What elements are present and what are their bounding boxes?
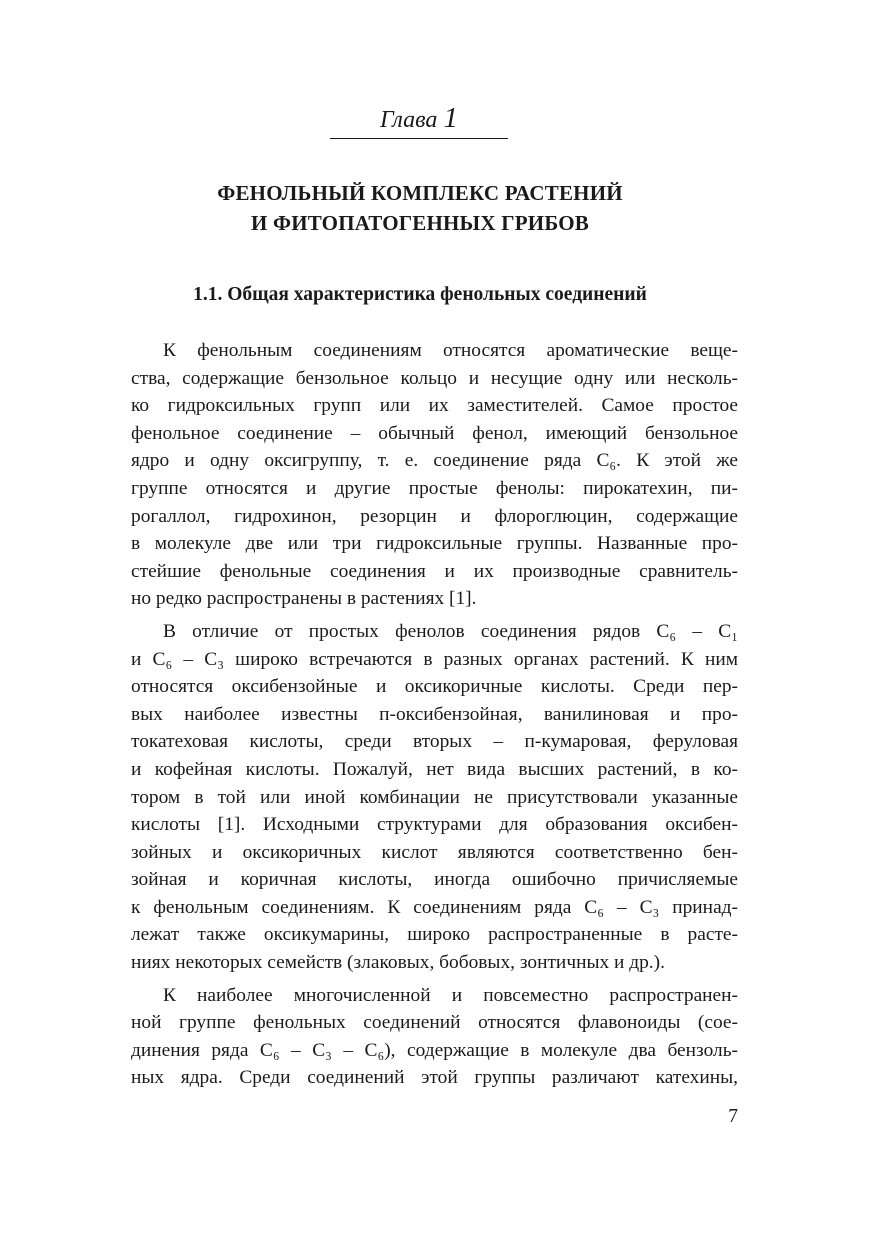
page-number: 7 bbox=[728, 1106, 738, 1127]
text-line: фенольное соединение – обычный фенол, имеющий бензольное bbox=[131, 422, 738, 444]
chapter-heading bbox=[330, 100, 508, 139]
text-line: ко гидроксильных групп или их заместителей. Самое простое bbox=[131, 395, 738, 417]
text-line: зойных и оксикоричных кислот являются соответственно бен- bbox=[131, 841, 738, 863]
text-line: тором в той или иной комбинации не присутствовали указанные bbox=[131, 786, 738, 808]
text-line: зойная и коричная кислоты, иногда ошибочно причисляемые bbox=[131, 869, 738, 891]
text-line: лежат также оксикумарины, широко распространенные в расте- bbox=[131, 924, 738, 946]
text-line: и кофейная кислоты. Пожалуй, нет вида высших растений, в ко- bbox=[131, 758, 738, 780]
text-line: ядро и одну оксигруппу, т. е. соединение ряда С₆. К этой же bbox=[131, 450, 738, 472]
chapter-title-line: ФЕНОЛЬНЫЙ КОМПЛЕКС РАСТЕНИЙ bbox=[217, 181, 623, 205]
text-line: группе относятся и другие простые фенолы: пирокатехин, пи- bbox=[131, 477, 738, 499]
text-line: стейшие фенольные соединения и их производные сравнитель- bbox=[131, 560, 738, 582]
text-line: к фенольным соединениям. К соединениям ряда С₆ – С₃ принад- bbox=[131, 896, 738, 918]
text-line: токатеховая кислоты, среди вторых – п-кумаровая, феруловая bbox=[131, 731, 738, 753]
chapter-title bbox=[100, 178, 740, 238]
chapter-title-line: И ФИТОПАТОГЕННЫХ ГРИБОВ bbox=[250, 211, 590, 235]
text-line: относятся оксибензойные и оксикоричные кислоты. Среди пер- bbox=[131, 676, 738, 698]
text-line: ниях некоторых семейств (злаковых, бобовых, зонтичных и др.). bbox=[131, 952, 665, 974]
paragraph bbox=[131, 982, 738, 1092]
text-line: рогаллол, гидрохинон, резорцин и флороглюцин, содержащие bbox=[131, 505, 738, 527]
text-line: но редко распространены в растениях [1]. bbox=[131, 588, 477, 610]
text-line: ной группе фенольных соединений относятся флавоноиды (сое- bbox=[131, 1012, 738, 1034]
chapter-number: 1 bbox=[443, 102, 458, 134]
text-line: и С₆ – С₃ широко встречаются в разных органах растений. К ним bbox=[131, 648, 738, 670]
body-text bbox=[131, 337, 738, 1092]
paragraph bbox=[131, 337, 738, 613]
text-line: ных ядра. Среди соединений этой группы различают катехины, bbox=[131, 1067, 738, 1089]
text-line: кислоты [1]. Исходными структурами для образования оксибен- bbox=[131, 814, 738, 836]
text-line: вых наиболее известны п-оксибензойная, ванилиновая и про- bbox=[131, 703, 738, 725]
text-line: К фенольным соединениям относятся ароматические веще- bbox=[163, 340, 738, 361]
text-line: динения ряда С₆ – С₃ – С₆), содержащие в молекуле два бензоль- bbox=[131, 1039, 738, 1061]
text-line: в молекуле две или три гидроксильные группы. Названные про- bbox=[131, 533, 738, 555]
text-line: ства, содержащие бензольное кольцо и несущие одну или несколь- bbox=[131, 367, 738, 389]
text-line: В отличие от простых фенолов соединения рядов С₆ – С₁ bbox=[163, 620, 738, 642]
text-line: К наиболее многочисленной и повсеместно распространен- bbox=[163, 984, 738, 1006]
chapter-label: Глава bbox=[380, 107, 444, 133]
paragraph bbox=[131, 618, 738, 977]
section-heading: 1.1. Общая характеристика фенольных соединений bbox=[193, 284, 647, 305]
